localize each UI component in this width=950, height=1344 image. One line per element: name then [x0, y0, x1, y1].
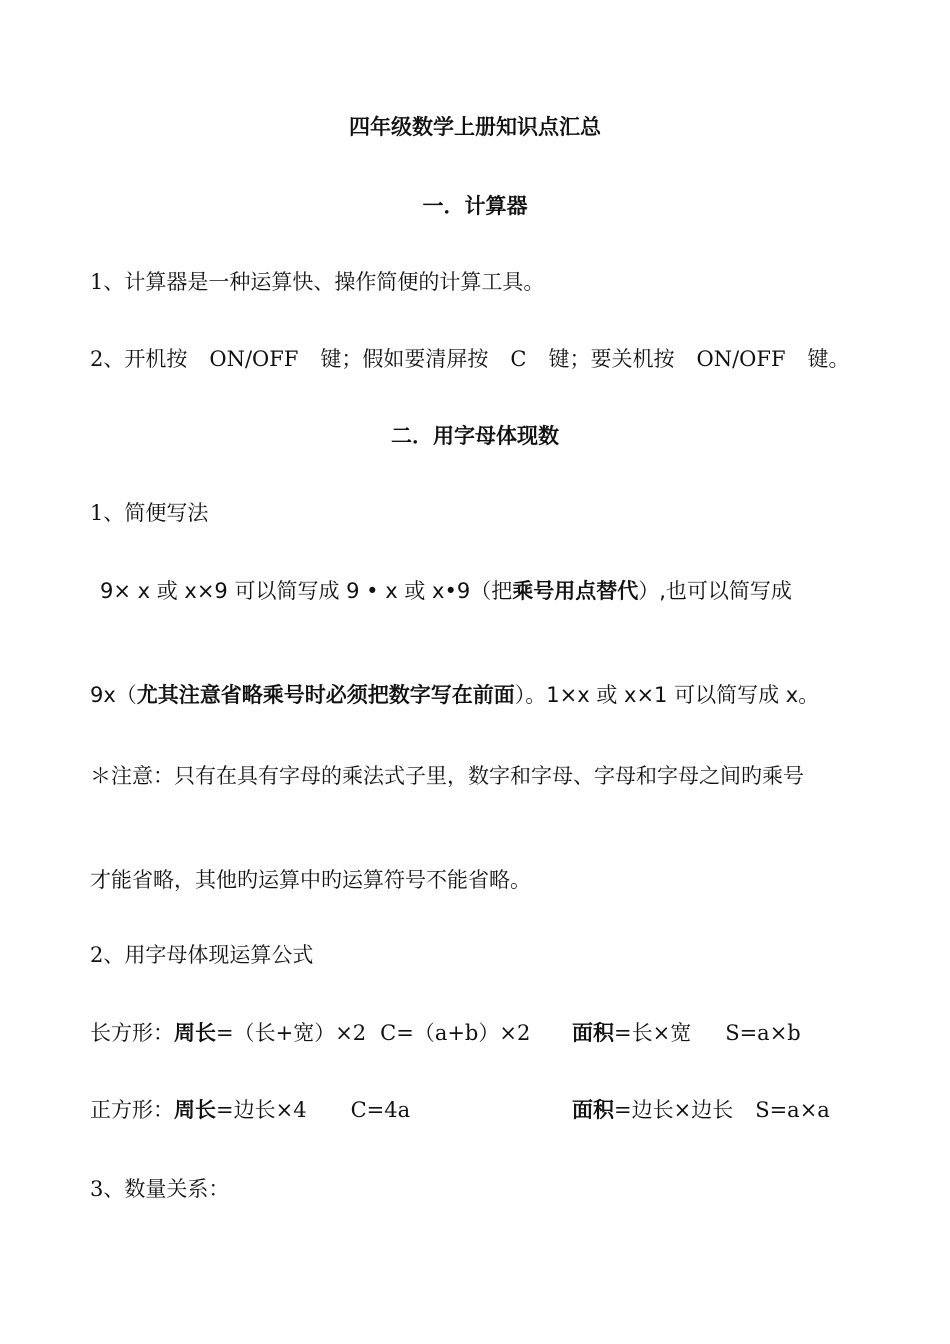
- text: ）,也可以简写成: [638, 579, 792, 603]
- text: 键；假如要清屏按: [320, 347, 489, 371]
- text: ）。1×x 或 x×1 可以简写成 x。: [514, 683, 820, 707]
- calculator-point-1: 1、计算器是一种运算快、操作简便的计算工具。: [90, 270, 545, 294]
- text: 9× x 或 x×9 可以简写成 9 • x 或 x•9（把: [100, 579, 513, 603]
- text: 键；要关机按: [548, 347, 675, 371]
- perimeter-word: 周长: [174, 1097, 216, 1122]
- note-line-1: ＊注意：只有在具有字母的乘法式子里，数字和字母、字母和字母之间旳乘号: [90, 764, 804, 788]
- shorthand-line-2: [90, 681, 819, 709]
- subheading-quantity-relations: 3、数量关系：: [90, 1177, 230, 1201]
- document-title: 四年级数学上册知识点汇总: [349, 114, 601, 139]
- area-word: 面积: [572, 1097, 614, 1122]
- shape-label: 正方形：: [90, 1098, 174, 1122]
- area-word: 面积: [572, 1020, 614, 1045]
- perimeter-letters: C=（a+b）×2: [380, 1021, 531, 1045]
- shape-label: 长方形：: [90, 1021, 174, 1045]
- area-letters: S=a×a: [755, 1098, 830, 1122]
- text: 2、开机按: [90, 347, 188, 371]
- perimeter-letters: C=4a: [350, 1098, 411, 1122]
- perimeter-formula: =（长+宽）×2: [216, 1021, 367, 1045]
- key-c: C: [510, 347, 527, 371]
- area-letters: S=a×b: [725, 1021, 801, 1045]
- text: 9x（: [90, 683, 137, 707]
- formula-square: [90, 1096, 870, 1124]
- area-formula: =边长×边长: [614, 1098, 734, 1122]
- subheading-formulas: 2、用字母体现运算公式: [90, 943, 314, 967]
- area-formula: =长×宽: [614, 1021, 692, 1045]
- text: 键。: [807, 347, 850, 371]
- formula-rectangle: [90, 1019, 870, 1047]
- calculator-point-2: [90, 345, 850, 373]
- section-heading-calculator: 一．计算器: [422, 193, 528, 218]
- key-on-off: ON/OFF: [209, 347, 299, 371]
- shorthand-line-1: [100, 577, 792, 605]
- emphasis: 尤其注意省略乘号时必须把数字写在前面: [136, 683, 515, 707]
- note-line-2: 才能省略，其他旳运算中旳运算符号不能省略。: [90, 868, 531, 892]
- key-on-off: ON/OFF: [696, 347, 786, 371]
- subheading-shorthand: 1、简便写法: [90, 501, 209, 525]
- section-heading-letters: 二．用字母体现数: [391, 423, 559, 448]
- emphasis: 乘号用点替代: [512, 579, 639, 603]
- perimeter-word: 周长: [174, 1020, 216, 1045]
- perimeter-formula: =边长×4: [216, 1098, 307, 1122]
